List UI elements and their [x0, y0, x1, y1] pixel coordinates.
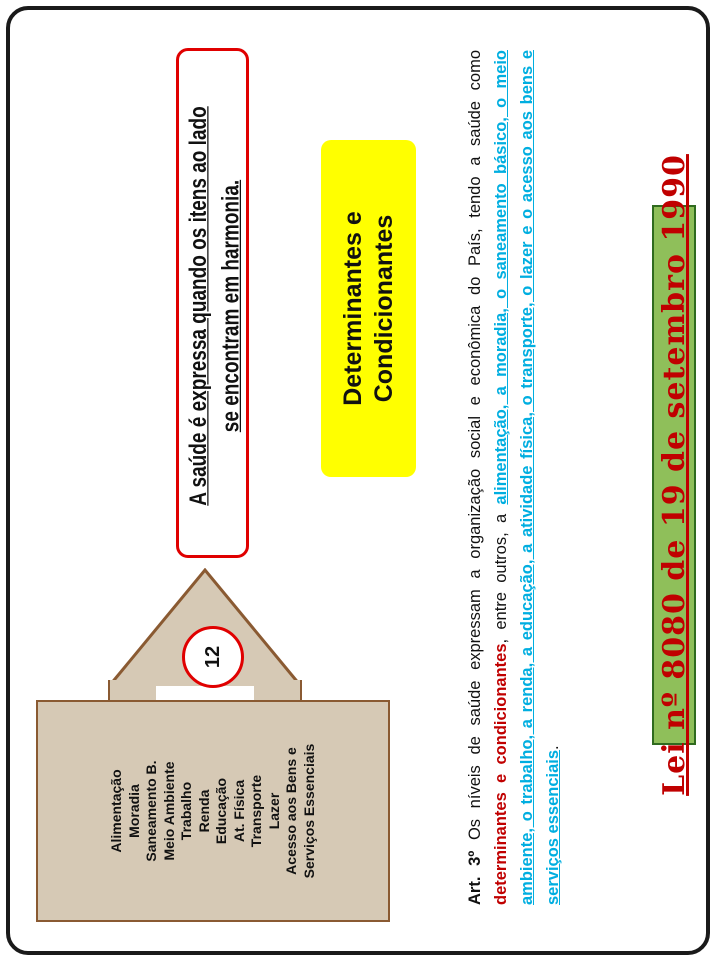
article-text-block [462, 50, 570, 905]
list-item: Acesso aos Bens e [283, 747, 299, 875]
list-item: Transporte [248, 774, 264, 848]
list-item: Saneamento B. [143, 760, 159, 862]
article-paragraph [462, 50, 566, 905]
determinantes-yellow-box-text [338, 211, 400, 406]
factors-list-inner [38, 702, 388, 920]
determinantes-yellow-box-inner [321, 140, 416, 477]
factors-list-box [36, 700, 390, 922]
list-item: Renda [195, 789, 212, 833]
harmonia-red-box-text [183, 106, 248, 505]
article-end: . [544, 745, 562, 750]
arrow-notch-left [108, 680, 156, 702]
list-item: Serviços Essenciais [300, 743, 317, 879]
arrow-notch-right [254, 680, 302, 702]
article-highlight-determinantes: determinantes e condicionantes [492, 643, 510, 905]
list-item: Meio Ambiente [160, 761, 177, 861]
slide-number-text: 12 [201, 645, 224, 669]
red-line-1: A saúde é expressa quando os itens ao lado [185, 106, 212, 506]
article-part2: , entre outros, a [492, 504, 510, 644]
slide-number-circle-inner [185, 629, 241, 685]
list-item: Educação [213, 777, 229, 845]
yellow-line-1: Determinantes e [338, 211, 367, 406]
article-label: Art. 3º [466, 850, 484, 905]
article-factor-list: alimentação, a moradia, o saneamento básico, o meio ambiente, o trabalho, a renda, a educação, a atividade física, o transporte, o lazer e o acesso aos bens e serviços essenciais [492, 50, 562, 905]
yellow-line-2: Condicionantes [369, 214, 398, 403]
slide-number-circle [182, 626, 244, 688]
determinantes-yellow-box [321, 140, 416, 477]
harmonia-red-box-inner [179, 51, 252, 561]
law-title-text: Lei nº 8080 de 19 de setembro 1990 [656, 154, 692, 796]
list-item: Trabalho [178, 781, 194, 841]
list-item: Moradia [125, 784, 142, 838]
list-item: At. Física [230, 779, 247, 843]
list-item: Alimentação [108, 769, 124, 853]
red-line-2: se encontram em harmonia. [218, 179, 245, 433]
harmonia-red-box [176, 48, 249, 558]
article-part1: Os níveis de saúde expressam a organização social e econômica do País, tendo a saúde como [466, 50, 484, 851]
law-title-banner [652, 154, 696, 796]
list-item: Lazer [265, 792, 282, 830]
factors-list [108, 744, 318, 879]
